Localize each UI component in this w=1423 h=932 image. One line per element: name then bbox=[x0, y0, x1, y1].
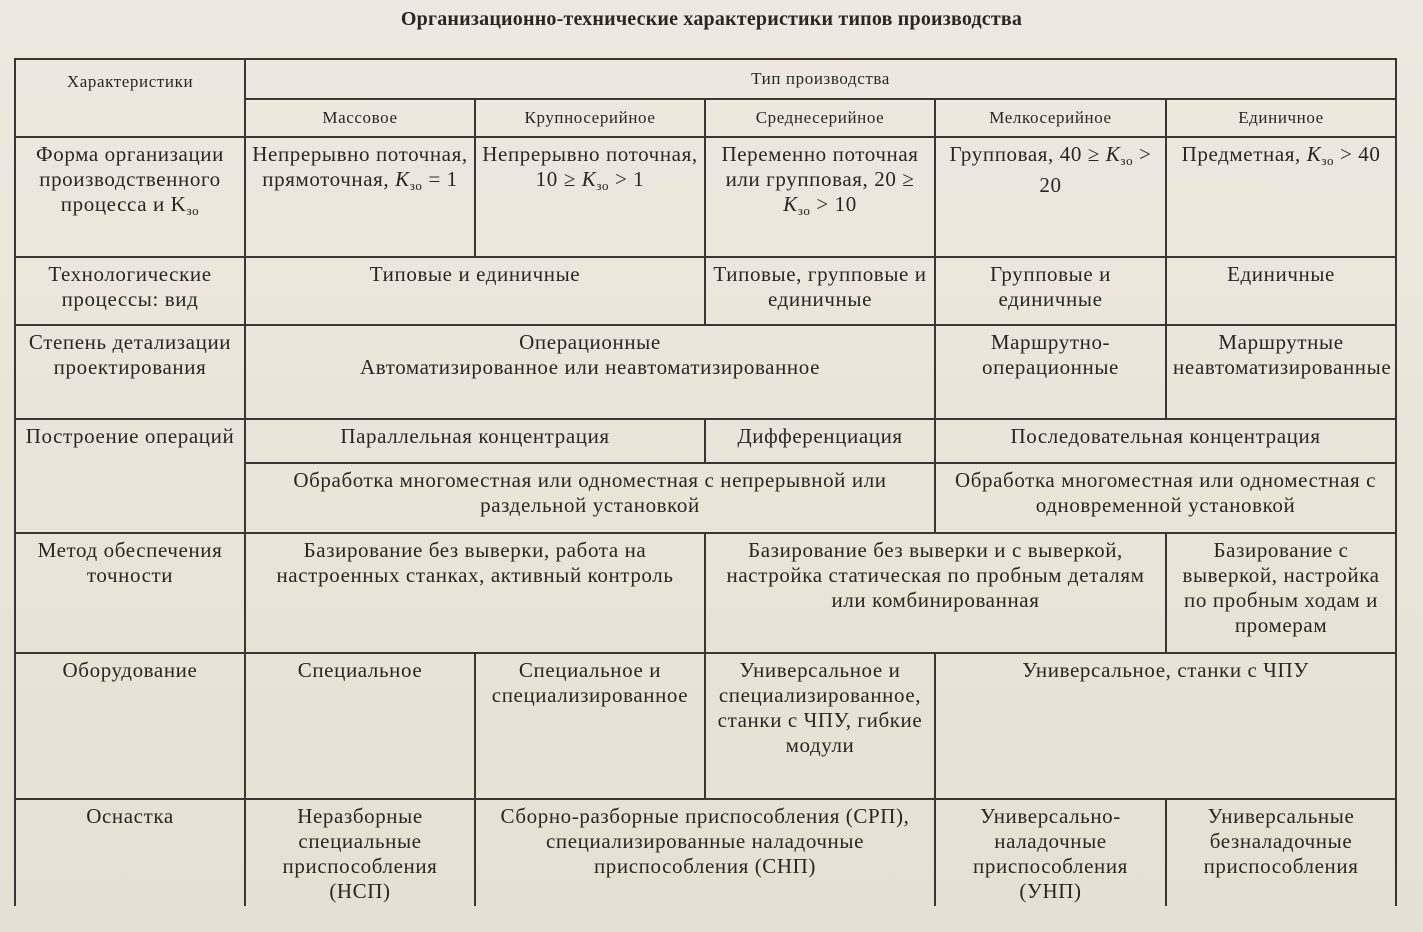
cell-ops-processing-left: Обработка многоместная или одноместная с непрерывной или раздельной установкой bbox=[245, 463, 935, 533]
cell-tech-small: Групповые и единичные bbox=[935, 257, 1166, 325]
cell-equipment-medium-batch: Универсальное и специализированное, станки с ЧПУ, гибкие модули bbox=[705, 653, 935, 799]
cell-equipment-small-single: Универсальное, станки с ЧПУ bbox=[935, 653, 1396, 799]
cell-tooling-small: Универсально-наладочные приспособления (УНП) bbox=[935, 799, 1166, 906]
cell-ops-processing-right: Обработка многоместная или одноместная с одновременной установкой bbox=[935, 463, 1396, 533]
header-type-mass: Массовое bbox=[245, 99, 475, 137]
cell-tooling-single: Универсальные безналадочные приспособления bbox=[1166, 799, 1396, 906]
cell-tech-single: Единичные bbox=[1166, 257, 1396, 325]
page-title: Организационно-технические характеристики типов производства bbox=[400, 8, 1023, 30]
cell-form-mass: Непрерывно поточная, прямоточная, $K_{зо} = 1$ bbox=[245, 137, 475, 257]
cell-form-medium-batch: Переменно поточная или групповая, $20 \ge K_{зо} > 10$ bbox=[705, 137, 935, 257]
row-label-design-detail: Степень детализации проектирования bbox=[15, 325, 245, 419]
header-type-single: Единичное bbox=[1166, 99, 1396, 137]
row-label-tooling: Оснастка bbox=[15, 799, 245, 906]
header-type-large-batch: Крупносерийное bbox=[475, 99, 705, 137]
header-type-medium-batch: Среднесерийное bbox=[705, 99, 935, 137]
cell-form-large-batch: Непрерывно поточная, $10 \ge K_{зо} > 1$ bbox=[475, 137, 705, 257]
cell-detail-single: Маршрутные неавтоматизированные bbox=[1166, 325, 1396, 419]
cell-equipment-large-batch: Специальное и специализированное bbox=[475, 653, 705, 799]
header-production-type: Тип производства bbox=[245, 59, 1396, 99]
row-label-form: Форма организации производственного процесса и $K_{зо}$ bbox=[15, 137, 245, 257]
row-label-tech-processes: Технологические процессы: вид bbox=[15, 257, 245, 325]
cell-accuracy-single: Базирование с выверкой, настройка по пробным ходам и промерам bbox=[1166, 533, 1396, 653]
cell-tooling-mass: Неразборные специальные приспособления (НСП) bbox=[245, 799, 475, 906]
cell-ops-parallel: Параллельная концентрация bbox=[245, 419, 705, 463]
header-characteristics: Характеристики bbox=[15, 59, 245, 137]
cell-accuracy-mass-large: Базирование без выверки, работа на настроенных станках, активный контроль bbox=[245, 533, 705, 653]
cell-form-single: Предметная, $K_{зо} > 40$ bbox=[1166, 137, 1396, 257]
cell-form-small-batch: Групповая, $40 \ge K_{зо} > 20$ bbox=[935, 137, 1166, 257]
cell-ops-sequential: Последовательная концентрация bbox=[935, 419, 1396, 463]
cell-equipment-mass: Специальное bbox=[245, 653, 475, 799]
row-label-equipment: Оборудование bbox=[15, 653, 245, 799]
row-label-accuracy: Метод обеспечения точности bbox=[15, 533, 245, 653]
cell-detail-operational: Операционные Автоматизированное или неавтоматизированное bbox=[245, 325, 935, 419]
cell-tech-mass-large: Типовые и единичные bbox=[245, 257, 705, 325]
cell-detail-small: Маршрутно-операционные bbox=[935, 325, 1166, 419]
header-type-small-batch: Мелкосерийное bbox=[935, 99, 1166, 137]
cell-tech-medium: Типовые, групповые и единичные bbox=[705, 257, 935, 325]
cell-ops-differentiation: Дифференциация bbox=[705, 419, 935, 463]
cell-accuracy-medium-small: Базирование без выверки и с выверкой, настройка статическая по пробным деталям или комбинированная bbox=[705, 533, 1166, 653]
production-types-table bbox=[14, 58, 1397, 906]
row-label-operations: Построение операций bbox=[15, 419, 245, 533]
cell-tooling-large-medium: Сборно-разборные приспособления (СРП), специализированные наладочные приспособления (СНП) bbox=[475, 799, 935, 906]
